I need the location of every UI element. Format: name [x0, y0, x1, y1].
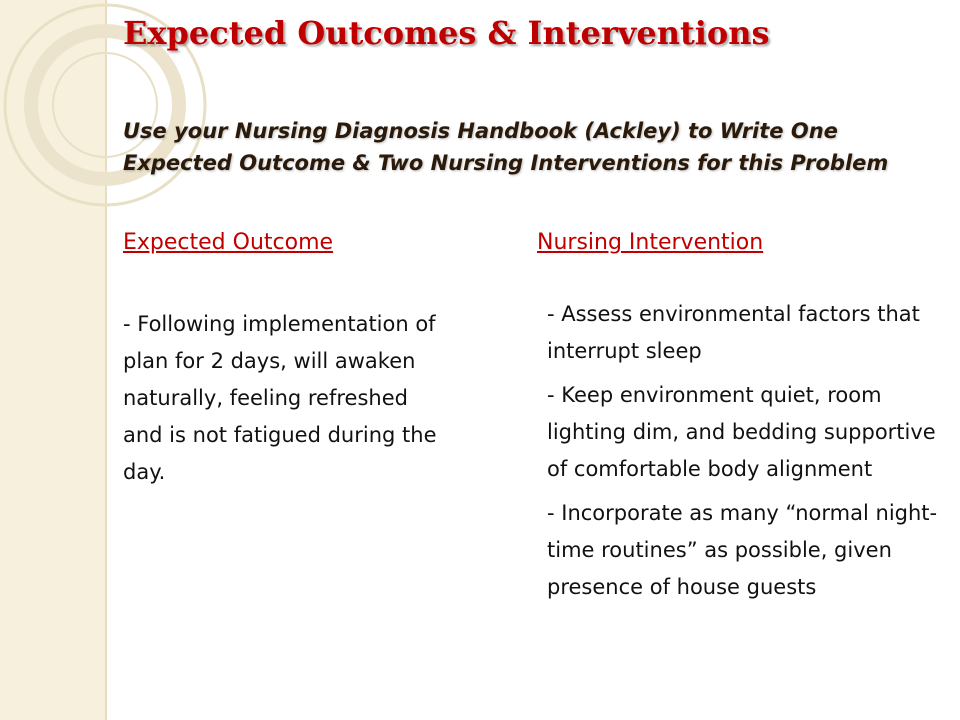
slide-subtitle: [123, 115, 943, 179]
outcome-line: plan for 2 days, will awaken: [123, 349, 416, 373]
slide-title: Expected Outcomes & Interventions: [123, 14, 770, 52]
outcome-line: - Following implementation of: [123, 312, 436, 336]
intervention-item: - Incorporate as many “normal night-time routines” as possible, given presence of house guests: [547, 501, 938, 599]
nursing-intervention-heading: Nursing Intervention: [537, 230, 764, 255]
outcome-line: and is not fatigued during the: [123, 423, 437, 447]
intervention-item: - Keep environment quiet, room lighting dim, and bedding supportive of comfortable body alignment: [547, 383, 936, 481]
intervention-list: [547, 296, 947, 613]
subtitle-line: Use your Nursing Diagnosis Handbook (Ackley) to Write One: [123, 119, 838, 143]
expected-outcome-text: [123, 306, 523, 491]
outcome-line: naturally, feeling refreshed: [123, 386, 408, 410]
subtitle-line: Expected Outcome & Two Nursing Interventions for this Problem: [123, 151, 889, 175]
intervention-item: - Assess environmental factors that interrupt sleep: [547, 302, 920, 363]
outcome-line: day.: [123, 460, 166, 484]
expected-outcome-heading: Expected Outcome: [123, 230, 334, 255]
